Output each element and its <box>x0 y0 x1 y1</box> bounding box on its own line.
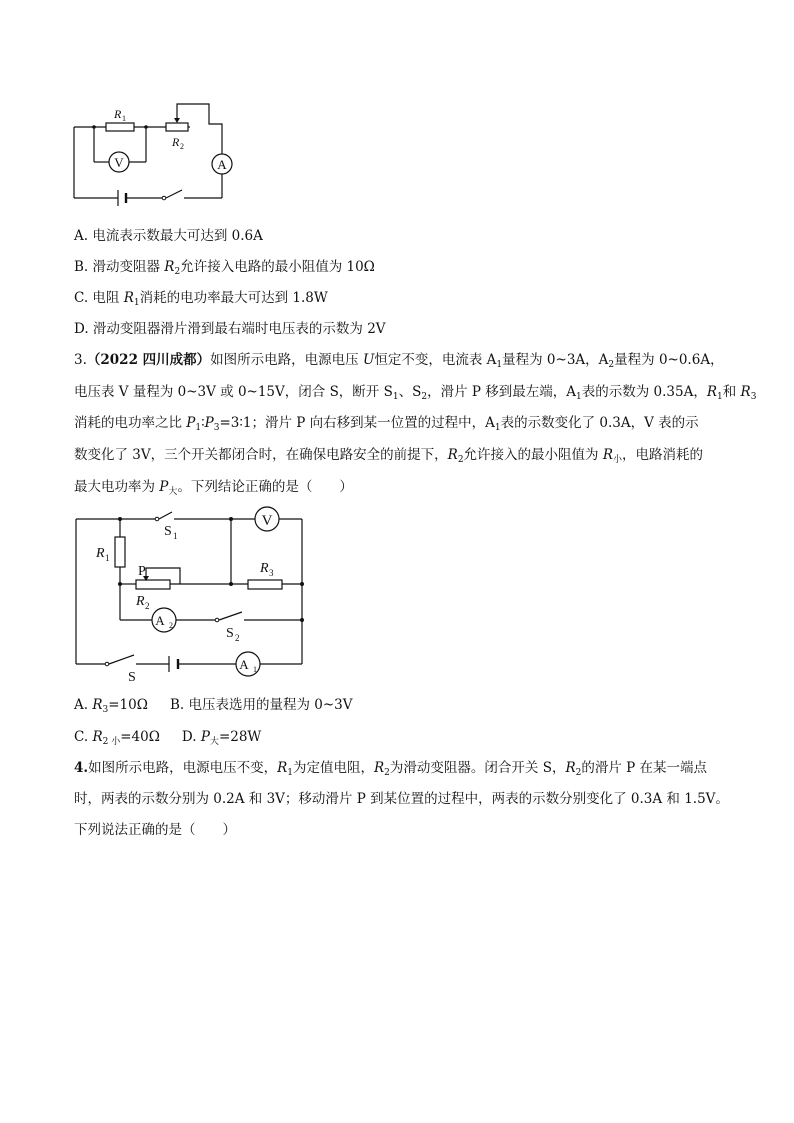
q3-source: （2022 四川成都） <box>86 352 211 368</box>
q3-options-row-2: C. $R_{2 小}=40\Omega$ D. $P_大=28W$ <box>74 729 262 747</box>
q3-options-row-1: A. $R_3=10\Omega$ B. 电压表选用的量程为 0~3V <box>74 697 353 715</box>
c2-a2-sub: 2 <box>169 621 173 630</box>
r2-label: R <box>172 135 180 149</box>
c2-r1-sub: 1 <box>105 553 110 563</box>
q2-option-c: C. 电阻 $R_1$消耗的电功率最大可达到 1.8W <box>74 290 328 308</box>
q2-option-d: D. 滑动变阻器滑片滑到最右端时电压表的示数为 2V <box>74 321 386 337</box>
q4-number: 4. <box>74 760 89 776</box>
q3-line-4: 数变化了 3V，三个开关都闭合时，在确保电路安全的前提下，$R_2$允许接入的最小阻值为 $R_小$，电路消耗的 <box>74 447 704 465</box>
r1-sub: 1 <box>122 114 126 123</box>
ammeter-label: A <box>217 157 227 172</box>
r1-label: R <box>114 107 122 121</box>
c2-a1-sub: 1 <box>253 665 257 674</box>
circuit-diagram-2 <box>66 506 316 686</box>
q3-number: 3. <box>74 352 87 368</box>
c2-r2-sub: 2 <box>145 601 150 611</box>
c2-r2-label: R <box>136 594 145 609</box>
c2-r1-label: R <box>96 546 105 561</box>
c2-s-label: S <box>128 670 136 685</box>
q2-option-a: A. 电流表示数最大可达到 0.6A <box>74 228 263 244</box>
q3-line-2: 电压表 V 量程为 0~3V 或 0~15V，闭合 S，断开 $S_1$、$S_2$，滑片 P 移到最左端，$A_1$表的示数为 0.35A，$R_1$和 $R_3$ <box>74 384 757 402</box>
c2-a2-label: A <box>155 613 165 628</box>
q3-line-3: 消耗的电功率之比 $P_1∶P_3=3∶1$；滑片 P 向右移到某一位置的过程中，$A_1$表的示数变化了 0.3A，V 表的示 <box>74 415 699 433</box>
q4-line-1: 4.如图所示电路，电源电压不变，$R_1$为定值电阻，$R_2$为滑动变阻器。闭合开关 S，$R_2$的滑片 P 在某一端点 <box>74 760 708 778</box>
c2-s1-sub: 1 <box>173 531 178 541</box>
r2-sub: 2 <box>180 142 184 151</box>
c2-s2-label: S <box>226 626 234 641</box>
q2-option-b: B. 滑动变阻器 $R_2$允许接入电路的最小阻值为 10Ω <box>74 259 375 277</box>
c2-s2-sub: 2 <box>235 633 240 643</box>
c2-a1-label: A <box>239 657 249 672</box>
c2-p-label: P <box>138 564 146 579</box>
q3-line-5: 最大电功率为 $P_大$。下列结论正确的是（ ） <box>74 479 353 497</box>
circuit-diagram-1 <box>66 96 246 216</box>
q4-line-3: 下列说法正确的是（ ） <box>74 822 236 838</box>
voltmeter-label: V <box>114 155 124 170</box>
c2-r3-label: R <box>260 561 269 576</box>
c2-r3-sub: 3 <box>269 568 274 578</box>
c2-voltmeter-label: V <box>261 513 273 529</box>
q3-line-1: 3.（2022 四川成都）如图所示电路，电源电压 U恒定不变，电流表 $A_1$量程为 0~3A，$A_2$量程为 0~0.6A， <box>74 352 724 370</box>
q4-line-2: 时，两表的示数分别为 0.2A 和 3V；移动滑片 P 到某位置的过程中，两表的示数分别变化了 0.3A 和 1.5V。 <box>74 791 729 807</box>
c2-s1-label: S <box>164 524 172 539</box>
